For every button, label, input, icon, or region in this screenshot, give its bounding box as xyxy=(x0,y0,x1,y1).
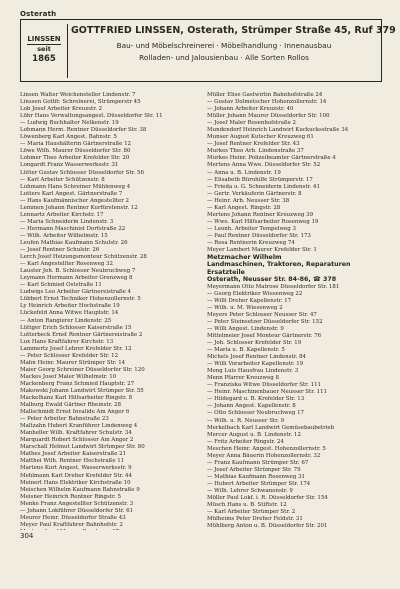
directory-entry: Lohmer Theo Arbeiter Krefelder Str. 20 xyxy=(20,155,130,162)
directory-entry: — Paul Rentner Düsseldorfer Str. 173 xyxy=(207,232,311,239)
directory-entry: — Ludwig Buchhalter Nelkenstr. 19 xyxy=(20,120,119,127)
directory-entry: Mühlberg Anton u. B. Düsseldorfer Str. 201 xyxy=(207,523,328,530)
directory-entry: — Frieda u. G. Schneiderin Lindenstr. 41 xyxy=(207,183,320,190)
directory-entry: — Johann Lokführer Düsseldorfer Str. 61 xyxy=(20,507,134,514)
directory-entry: Leufen Mathias Kaufmann Schulstr. 26 xyxy=(20,239,128,246)
directory-entry: Meyers Peter Schlosser Neusser Str. 47 xyxy=(207,311,317,318)
directory-entry: Manheller Wilh. Kraftfahrer Schulstr. 34 xyxy=(20,430,132,437)
directory-entry: — Josef Arbeiter Strümper Str. 79 xyxy=(207,466,301,473)
directory-entry: — Wwe. Karl Hilfsarbeiter Rosenweg 19 xyxy=(207,218,319,225)
directory-entry xyxy=(20,529,195,530)
directory-entry: Ly Heinrich Arbeiter Hochstraße 19 xyxy=(20,303,120,310)
page-number: 304 xyxy=(20,532,34,540)
ad-divider xyxy=(67,24,68,78)
directory-entry: Meyer Anna Bäuerin Hohenzollernstr. 32 xyxy=(207,452,321,459)
directory-entry: Mülheims Peter Dreher Feldstr. 31 xyxy=(207,516,303,523)
directory-entry: — Karl Angest. Ringstr. 28 xyxy=(207,204,281,211)
directory-entry: Lübbert Ernst Techniker Hohenzollernstr. 5 xyxy=(20,296,141,303)
directory-entry: — Hermann Maschinist Dorfstraße 22 xyxy=(20,225,126,232)
directory-entry: — Gertr. Verkäuferin Gärtnerstr. 8 xyxy=(207,190,302,197)
directory-entry: Lemmen Johann Rentner Kurfürstenstr. 12 xyxy=(20,204,138,211)
running-head: Osterath xyxy=(20,10,57,18)
directory-entry: — Karl Arbeiter Strümper Str. 2 xyxy=(207,509,296,516)
directory-entry: Mackenberg Franz Schmied Hauptstr. 27 xyxy=(20,380,135,387)
directory-entry: — Rosa Rentnerin Kreuzweg 74 xyxy=(207,239,295,246)
directory-entry: Mehlmann Karl Dreher Krefelder Str. 44 xyxy=(20,472,132,479)
logo-line-3: 1865 xyxy=(32,53,56,64)
ad-line-3: Rolladen- und Jalousienbau · Alle Sorten Rollos xyxy=(139,53,309,62)
directory-entry: — Wilh. Lehrer Schwanenstr. 9 xyxy=(207,488,293,494)
directory-entry: Merkelbach Karl Landwirt Gemüsebaubetrieb xyxy=(207,424,335,431)
directory-entry: Luhmann Hans Schreiner Mühlenweg 4 xyxy=(20,183,131,190)
directory-entry: Mahn Heinr. Maurer Strümper Str. 14 xyxy=(20,359,126,366)
directory-entry: Menke Franz Angestellter Schützenstr. 3 xyxy=(20,500,134,507)
directory-entry: Mallschmidt Ernst Invalide Am Anger 6 xyxy=(20,409,130,416)
directory-columns xyxy=(20,92,382,530)
directory-entry: Maltzahn Hubert Kranführer Lindenweg 4 xyxy=(20,423,138,430)
directory-entry: Löwenberg Karl Angest. Bahnstr. 5 xyxy=(20,134,117,141)
directory-entry: — Wilh. u. M. Wiesenweg 2 xyxy=(207,304,283,311)
directory-entry: Lückefeld Anna Witwe Hauptstr. 14 xyxy=(20,310,119,317)
directory-entry: Müsch Hans u. B. Stiftstr. 12 xyxy=(207,502,287,509)
directory-entry: — Josef Rentner Schulstr. 26 xyxy=(20,247,100,254)
business-heading: Landmaschinen, Traktoren, Reparaturen xyxy=(207,261,351,269)
directory-entry: Müller Johann Maurer Düsseldorfer Str. 100 xyxy=(207,113,330,120)
directory-entry: — Peter Arbeiter Bahnstraße 23 xyxy=(20,416,109,423)
linssen-advertisement xyxy=(20,19,396,82)
directory-entry: Lütter Gustav Schlosser Düsseldorfer Str. 56 xyxy=(20,169,144,176)
logo-line-2: seit xyxy=(37,45,51,54)
directory-entry: Marquardt Robert Schlosser Am Anger 2 xyxy=(20,437,134,444)
directory-entry: Löhr Hans Verwaltungsangest. Düsseldorfer Str. 11 xyxy=(20,113,163,120)
directory-entry: — Georg Elektriker Wiesenweg 22 xyxy=(207,290,303,297)
directory-entry: — Johann Angest. Kapellenstr. 8 xyxy=(207,403,296,410)
directory-entry: Marschall Helmut Landwirt Strümper Str. 80 xyxy=(20,444,145,451)
directory-entry: Leymann Hermann Arbeiter Grenzweg 8 xyxy=(20,275,133,282)
directory-entry: Lux Hans Kraftfahrer Kirchstr. 13 xyxy=(20,338,114,345)
directory-entry: Makowski Johann Landwirt Strümper Str. 55 xyxy=(20,387,144,394)
directory-entry: Lohmann Herm. Rentner Düsseldorfer Str. 38 xyxy=(20,127,147,134)
directory-entry: — Willi Vorarbeiter Kapellenstr. 19 xyxy=(207,361,304,368)
directory-entry: Meyer Paul Kraftfahrer Bahnhofstr. 2 xyxy=(20,521,123,528)
directory-entry: — Maria u. B. Kapellenstr. 5 xyxy=(207,347,285,354)
directory-entry: — Willi Angest. Lindenstr. 9 xyxy=(207,325,284,332)
directory-entry: — Hans Kaufmännischer Angestellter 2 xyxy=(20,197,130,204)
ad-text xyxy=(71,25,396,62)
directory-entry: Müller Elise Gastwirtin Bahnhofstraße 24 xyxy=(207,92,323,98)
directory-entry: — Karl Schmied Oststraße 11 xyxy=(20,282,102,289)
directory-entry: Mundendorf Heinrich Landwirt Kuckucksstraße 34 xyxy=(207,127,349,134)
directory-entry: Mackelhanz Karl Hilfsarbeiter Ringstr. 8 xyxy=(20,395,133,402)
directory-entry: Linsen Walter Weichensteller Lindenstr. 7 xyxy=(20,92,136,98)
directory-entry: Malburg Ewald Gärtner Rheinstr. 28 xyxy=(20,402,121,409)
directory-entry: Mittelmeier Josef Monteur Gärtnerstr. 76 xyxy=(207,332,322,339)
directory-entry: Mertens Anna Wwe. Düsseldorfer Str. 52 xyxy=(207,162,321,169)
directory-entry: — Heinr. Maschinenbauer Neusser Str. 111 xyxy=(207,389,328,396)
directory-entry: Meschen Heinr. Angest. Hohenzollernstr. 5 xyxy=(207,445,326,452)
directory-entry: Longardt Franz Wasserwerksstr. 31 xyxy=(20,162,119,169)
directory-entry: — Karl Arbeiter Schützenstr. 8 xyxy=(20,176,105,183)
directory-entry: — Peter Steinsetzer Düsseldorfer Str. 152 xyxy=(207,318,323,325)
directory-entry: Ludwigs Leo Arbeiter Gärtnereistraße 4 xyxy=(20,289,132,296)
directory-entry: — Johann Arbeiter Kreuzstr. 40 xyxy=(207,106,294,113)
directory-entry: — Josef Maler Rosenhofstraße 2 xyxy=(207,120,296,127)
business-heading: Ersatzteile xyxy=(207,268,245,276)
left-column xyxy=(20,92,195,530)
directory-entry: Meurer Heinr. Düsseldorfer Straße 43 xyxy=(20,514,126,521)
directory-entry: — Mathias Kaufmann Rosenweg 31 xyxy=(207,473,305,480)
directory-entry: — Elisabeth Bürohilfe Strümperstr. 17 xyxy=(207,176,313,183)
directory-entry: — Maria Schneiderin Lindenstr. 3 xyxy=(20,218,114,225)
directory-entry: Meischen Wilhelm Kaufmann Bahnstraße 9 xyxy=(20,486,140,493)
directory-entry: — Hildegard u. B. Krefelder Str. 13 xyxy=(207,396,305,403)
directory-entry: — Hubert Arbeiter Strümper Str. 174 xyxy=(207,480,311,487)
directory-entry: Lob Josef Arbeiter Kreuzstr. 2 xyxy=(20,106,103,113)
directory-entry: Matthei Wilh. Rentner Hochstraße 11 xyxy=(20,458,125,465)
directory-entry: — Leonh. Arbeiter Tempelweg 3 xyxy=(207,225,296,232)
directory-entry: — Fritz Arbeiter Ringstr. 24 xyxy=(207,438,284,445)
directory-entry: — Wilh. u. R. Neusser Str. 9 xyxy=(207,417,285,424)
directory-entry: Murkes Heinr. Polizeibeamter Gärtnerstraße 4 xyxy=(207,155,336,162)
directory-entry: — Wilh. Arbeiter Wilhelmstr. 15 xyxy=(20,232,108,239)
directory-entry: Meinert Hans Elektriker Kirchstraße 10 xyxy=(20,479,131,486)
directory-entry: — Karl Angestellter Rosenweg 32 xyxy=(20,261,113,268)
directory-entry: Michels Josef Rentner Lindenstr. 84 xyxy=(207,354,306,361)
right-column xyxy=(207,92,382,530)
directory-entry: — Anton Rangierer Lindenstr. 25 xyxy=(20,317,112,324)
directory-entry: — Peter Schlosser Krefelder Str. 12 xyxy=(20,352,119,359)
directory-entry: Munser August Kutscher Kreuzweg 61 xyxy=(207,134,314,141)
business-heading: Metzmacher Wilhelm xyxy=(207,254,282,262)
directory-entry: Maier Georg Schreiner Düsseldorfer Str. 120 xyxy=(20,366,145,373)
directory-entry: Meng Luis Hausfrau Lindenstr. 3 xyxy=(207,368,299,375)
directory-entry: Lutters Karl Angest. Gärtnerstraße 7 xyxy=(20,190,123,197)
business-heading: Osterath, Neusser Str. 84-86, ☎ 378 xyxy=(207,276,337,284)
directory-entry: Mathes Josef Arbeiter Kaiserstraße 21 xyxy=(20,451,127,458)
directory-entry: Mackes Josef Maler Wilhelmstr. 10 xyxy=(20,373,117,380)
directory-entry: Möller Paul Lokf. i. R. Düsseldorfer Str. 154 xyxy=(207,495,328,502)
directory-entry: Menn Pfarrer Kreuzweg 8 xyxy=(207,375,279,382)
directory-entry: — Anna u. B. Lindenstr. 19 xyxy=(207,169,281,176)
directory-entry: Meisner Heinrich Rentner Ringstr. 5 xyxy=(20,493,121,500)
directory-entry: Lüttger Erich Schlosser Kaiserstraße 15 xyxy=(20,324,132,331)
directory-entry: Murkes Theo Arb. Lindenstraße 37 xyxy=(207,148,304,155)
directory-entry: Meyermann Otto Matrose Düsseldorfer Str. 181 xyxy=(207,283,340,290)
directory-entry: Lerch Josef Heizungsmonteur Schützenstr. 28 xyxy=(20,254,147,261)
directory-entry: Mercer August u. B. Lindenstr. 12 xyxy=(207,431,301,438)
logo-line-1: LINSSEN xyxy=(27,35,60,45)
ad-line-2: Bau- und Möbelschreinerei · Möbelhandlung · Innenausbau xyxy=(116,41,332,50)
directory-entry: Mertens Johann Rentner Kreuzweg 39 xyxy=(207,211,314,218)
directory-entry: Linssen Gottfr. Schreinerei, Strümperstr 45 xyxy=(20,99,141,106)
directory-entry: — Josef Rentner Krefelder Str. 43 xyxy=(207,141,300,148)
linssen-logo xyxy=(25,25,63,75)
directory-entry: Lauster Joh. B. Schlosser Neubruchweg 7 xyxy=(20,268,136,275)
directory-entry: — Heinr. Arb. Neusser Str. 38 xyxy=(207,197,290,204)
directory-entry: — Gustav Dolmetscher Hohenzollernstr. 14 xyxy=(207,99,327,106)
directory-entry: — Maria Haushälterin Gärtnerstraße 12 xyxy=(20,141,132,148)
directory-entry: — Franziska Witwe Düsseldorfer Str. 111 xyxy=(207,382,322,389)
directory-entry: Löwe Wilh. Maurer Düsseldorfer Str. 80 xyxy=(20,148,131,155)
directory-entry: — Franz Kaufmann Strümper Str. 67 xyxy=(207,459,309,466)
directory-entry: Lutterbeck Ernst Rentner Gärtnereistraße 2 xyxy=(20,331,143,338)
directory-entry: Martens Kurt Angest. Wasserwerksstr. 9 xyxy=(20,465,132,472)
directory-entry: Lennartz Arbeiter Kirchstr. 17 xyxy=(20,211,104,218)
directory-entry: — Otto Schlosser Neubruchweg 17 xyxy=(207,410,305,417)
directory-entry: Meyer Lambert Maurer Krefelder Str. 1 xyxy=(207,247,317,254)
ad-title: GOTTFRIED LINSSEN, Osterath, Strümper Straße 45, Ruf 379 xyxy=(71,25,396,36)
directory-entry: Lammertz Josef Lehrer Krefelder Str. 12 xyxy=(20,345,132,352)
directory-entry: — Willi Dreher Kapellenstr. 17 xyxy=(207,297,292,304)
directory-entry: — Joh. Schlosser Krefelder Str. 19 xyxy=(207,340,302,347)
